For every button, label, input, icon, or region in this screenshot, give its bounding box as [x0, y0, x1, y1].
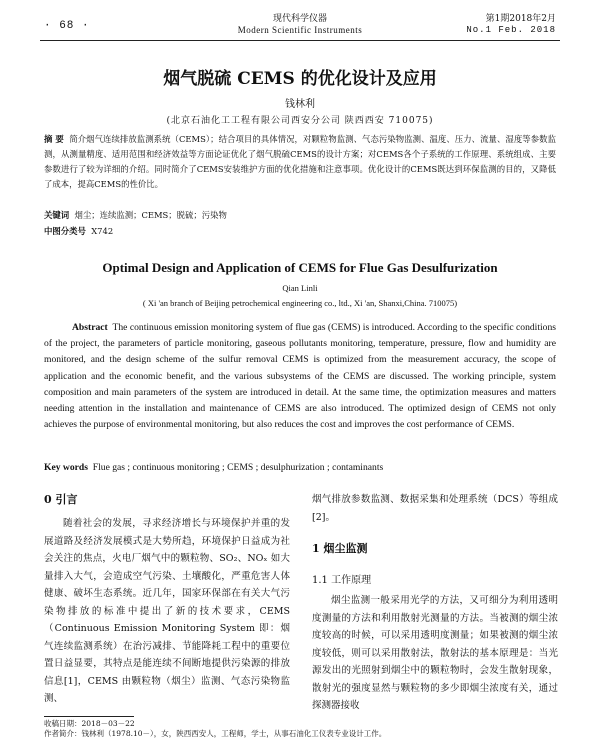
abstract-en-label: Abstract	[72, 322, 108, 333]
keywords-cn-label: 关键词	[44, 210, 70, 220]
issue-info	[466, 14, 556, 36]
section-1-1-heading: 1.1 工作原理	[312, 575, 372, 586]
paper-title-en: Optimal Design and Application of CEMS for Flue Gas Desulfurization	[102, 260, 498, 275]
keywords-cn-text: 烟尘；连续监测；CEMS；脱硫；污染物	[74, 210, 227, 220]
classification-cn	[44, 225, 113, 237]
abstract-cn	[44, 132, 556, 192]
abstract-en	[44, 320, 556, 433]
abstract-cn-label: 摘 要	[44, 134, 64, 144]
author-cn: 钱林利	[285, 99, 315, 110]
page-number: · 68 ·	[44, 20, 90, 32]
keywords-en	[44, 462, 383, 473]
header-rule	[40, 40, 560, 41]
section-0-paragraph: 随着社会的发展，寻求经济增长与环境保护并重的发展道路及经济发展模式是大势所趋，环境保护日益成为社会关注的焦点，火电厂烟气中的颗粒物、SO₂、NOₓ 如大量排入大气，会造成空气污染、土壤酸化，严重危害人体健康、破坏生态系统。近几年，国家环保部在有关大气污染物排放的标准中提出了新的技术要求，CEMS（Continuous Emission Monitoring System 即：烟气连续监测系统）在治污减排、节能降耗工程中的重要位置日益显要，其特点是能连续不间断地提供污染源的排放信息[1]，CEMS 由颗粒物（烟尘）监测、气态污染物监测、	[44, 518, 290, 704]
footnote-received: 收稿日期：2018－03－22	[44, 719, 135, 728]
footnote-author: 作者简介：钱林利（1978.10－），女，陕西西安人，工程师，学士，从事石油化工仪表专业设计工作。	[44, 729, 387, 738]
journal-name-en: Modern Scientific Instruments	[237, 25, 363, 35]
journal-name-cn: 现代科学仪器	[272, 14, 327, 24]
keywords-cn	[44, 209, 227, 221]
issue-en: No.1 Feb. 2018	[466, 25, 556, 35]
classification-cn-label: 中图分类号	[44, 226, 86, 236]
section-1-heading: 1 烟尘监测	[312, 542, 368, 555]
issue-cn: 第1期2018年2月	[485, 14, 556, 24]
section-1-1-paragraph: 烟尘监测一般采用光学的方法，又可细分为利用透明度测量的方法和利用散射光测量的方法。当被测的烟尘浓度较高的时候，可以采用透明度测量；如果被测的烟尘浓度较低，则可以采用散射法，散射法的基本原理是：当光源发出的光照射到烟尘中的颗粒物时，会发生散射现象，散射光的强度显然与颗粒物的多少即烟尘浓度有关，通过探测器接收	[312, 595, 558, 711]
keywords-en-text: Flue gas ; continuous monitoring ; CEMS ; desulphurization ; contaminants	[92, 462, 384, 473]
section-0-heading: 0 引言	[44, 493, 78, 506]
abstract-en-text: The continuous emission monitoring system of flue gas (CEMS) is introduced. According to the specific conditions of the project, the parameters of particle monitoring, gaseous pollutants monitoring, temperature, pressure, flow and humidity are monitored, and the design scheme of the sulfur removal CEMS is optimized from the measurement accuracy, the scope of application and the economic benefit, and the various subsystems of the CEMS are discussed. The working principle, system composition and main parameters of the system are introduced in detail. At the same time, the optimization measures and matters needing attention in the installation and maintenance of CEMS are also introduced. The optimized design of CEMS not only achieves the purpose of environmental monitoring, but also reduces the cost and improves the cost performance of CEMS.	[44, 322, 556, 431]
author-en: Qian Linli	[282, 283, 318, 293]
affiliation-en: ( Xi 'an branch of Beijing petrochemical engineering co., ltd., Xi 'an, Shanxi,China. 710075)	[142, 298, 458, 308]
footnote	[44, 719, 386, 739]
classification-cn-code: X742	[91, 226, 114, 236]
keywords-en-label: Key words	[44, 462, 88, 473]
footnote-rule	[44, 716, 134, 717]
abstract-cn-text: 简介烟气连续排放监测系统（CEMS）；结合项目的具体情况，对颗粒物监测、气态污染物监测、温度、压力、流量、湿度等参数监测，从测量精度、适用范围和经济效益等方面论证优化了烟气脱硫CEMS的设计方案；对CEMS各个子系统的工作原理、系统组成、主要参数进行了较为详细的介绍。同时简介了CEMS安装维护方面的优化措施和注意事项。优化设计的CEMS既达到环保监测的目的，又降低了成本，提高CEMS的性价比。	[44, 134, 556, 189]
affiliation-cn: (北京石油化工工程有限公司西安分公司 陕西西安 710075)	[166, 116, 434, 126]
section-0-continuation: 烟气排放参数监测、数据采集和处理系统（DCS）等组成[2]。	[312, 494, 558, 523]
paper-title-cn: 烟气脱硫 CEMS 的优化设计及应用	[163, 69, 437, 89]
